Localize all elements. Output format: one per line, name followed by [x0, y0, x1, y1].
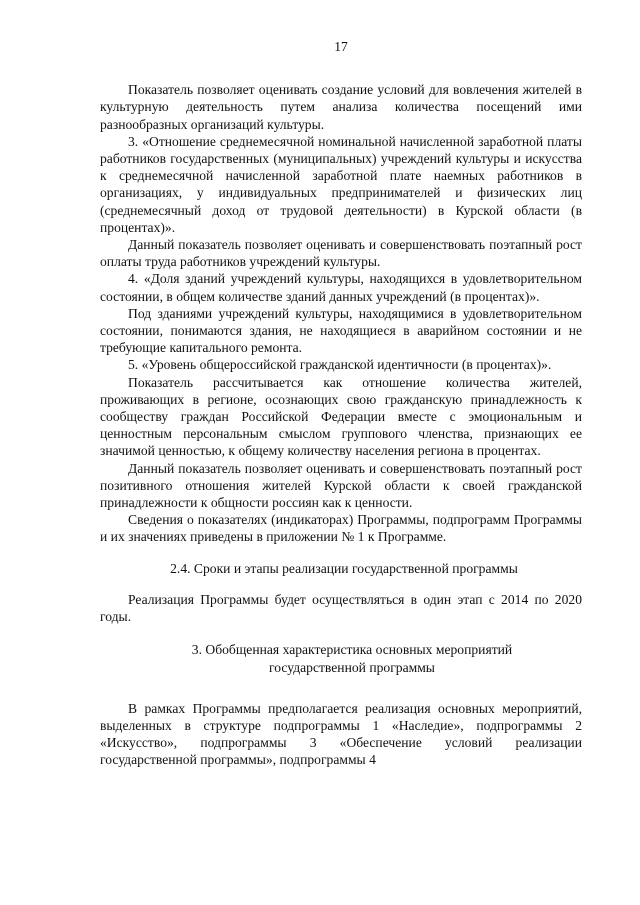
paragraph-main-measures: В рамках Программы предполагается реализация основных мероприятий, выделенных в структуре подпрограммы 1 «Наследие», подпрограммы 2 «Искусство», подпрограммы 3 «Обеспечение условий реализации государственной программы», подпрограммы 4: [100, 700, 582, 768]
paragraph-indicators-appendix: Сведения о показателях (индикаторах) Программы, подпрограмм Программы и их значениях приведены в приложении № 1 к Программе.: [100, 512, 582, 545]
paragraph-indicator-explanation: Показатель позволяет оценивать создание условий для вовлечения жителей в культурную деятельность путем анализа количества посещений ими разнообразных организаций культуры.: [100, 82, 582, 132]
paragraph-indicator-5-calculation: Показатель рассчитывается как отношение количества жителей, проживающих в регионе, осознающих свою гражданскую принадлежность к сообществу граждан Российской Федерации вместе с эмоциональным и ценностным персональным смыслом группового членства, признающих ее значимой ценностью, к общему количеству населения региона в процентах.: [100, 374, 582, 459]
section-heading-2-4: 2.4. Сроки и этапы реализации государственной программы: [170, 560, 518, 576]
paragraph-indicator-4: 4. «Доля зданий учреждений культуры, находящихся в удовлетворительном состоянии, в общем количестве зданий данных учреждений (в процентах)».: [100, 271, 582, 304]
paragraph-indicator-3: 3. «Отношение среднемесячной номинальной начисленной заработной платы работников государственных (муниципальных) учреждений культуры и искусства к среднемесячной начисленной заработной плате наемных работников в организациях, у индивидуальных предпринимателей и физических лиц (среднемесячный доход от трудовой деятельности) в Курской области (в процентах)».: [100, 133, 582, 235]
paragraph-indicator-3-explanation: Данный показатель позволяет оценивать и совершенствовать поэтапный рост оплаты труда работников учреждений культуры.: [100, 237, 582, 270]
section-heading-3-line-1: 3. Обобщенная характеристика основных мероприятий: [191, 642, 513, 658]
section-heading-3-line-2: государственной программы: [269, 659, 435, 675]
section-heading-3: [100, 641, 582, 675]
paragraph-program-stages: Реализация Программы будет осуществляться в один этап с 2014 по 2020 годы.: [100, 591, 582, 625]
paragraph-indicator-5: 5. «Уровень общероссийской гражданской идентичности (в процентах)».: [128, 357, 552, 373]
paragraph-indicator-5-explanation: Данный показатель позволяет оценивать и совершенствовать поэтапный рост позитивного отношения жителей Курской области к своей гражданской принадлежности к общности россиян как к ценности.: [100, 460, 582, 511]
page-number: 17: [334, 39, 348, 54]
paragraph-indicator-4-explanation: Под зданиями учреждений культуры, находящимися в удовлетворительном состоянии, понимаются здания, не находящиеся в аварийном состоянии и не требующие капитального ремонта.: [100, 305, 582, 356]
